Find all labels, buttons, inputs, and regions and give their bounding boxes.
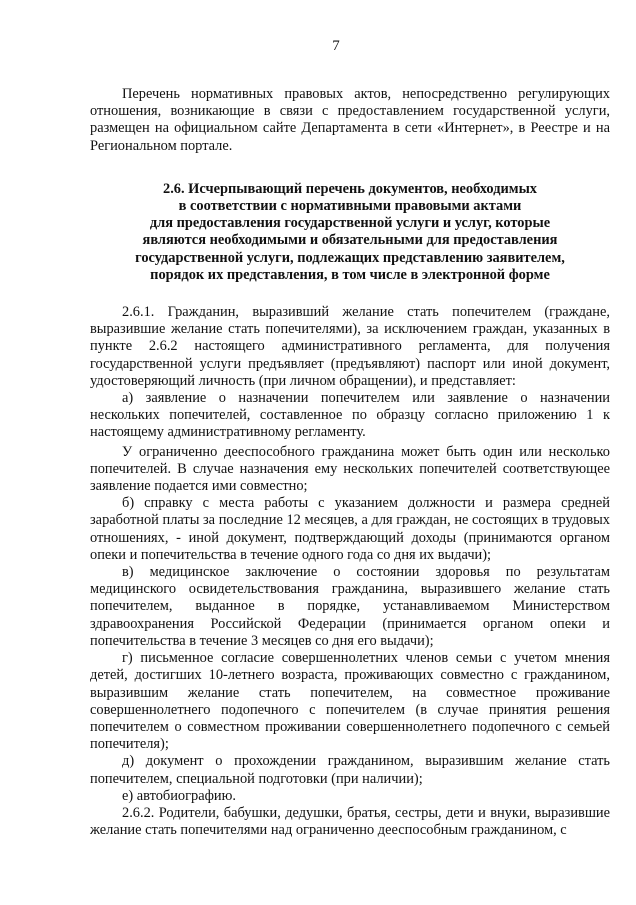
section-heading-line: являются необходимыми и обязательными для предоставления — [142, 232, 558, 249]
section-heading-line: 2.6. Исчерпывающий перечень документов, необходимых — [163, 180, 537, 197]
list-item-d: д) документ о прохождении гражданином, выразившим желание стать попечителем, специальной подготовки (при наличии); — [90, 753, 610, 787]
intro-paragraph: Перечень нормативных правовых актов, непосредственно регулирующих отношения, возникающие в связи с предоставлением государственной услуги, размещен на официальном сайте Департамента в сети «Интернет», в Реестре и на Региональном портале. — [90, 86, 610, 154]
section-heading-line: для предоставления государственной услуги и услуг, которые — [149, 215, 551, 232]
paragraph-multiple-guardians: У ограниченно дееспособного гражданина может быть один или несколько попечителей. В случае назначения ему нескольких попечителей соответствующее заявление подается ими совместно; — [90, 443, 610, 495]
section-heading-line: порядок их представления, в том числе в электронной форме — [150, 266, 550, 283]
section-heading — [90, 181, 610, 284]
list-item-a: а) заявление о назначении попечителем или заявление о назначении нескольких попечителей, составленное по образцу согласно приложению 1 к настоящему административному регламенту. — [90, 390, 610, 441]
paragraph-2-6-2: 2.6.2. Родители, бабушки, дедушки, братья, сестры, дети и внуки, выразившие желание стать попечителями над ограниченно дееспособным гражданином, с — [90, 804, 610, 839]
section-heading-line: государственной услуги, подлежащих представлению заявителем, — [135, 249, 565, 266]
list-item-g: г) письменное согласие совершеннолетних членов семьи с учетом мнения детей, достигших 10-летнего возраста, проживающих совместно с гражданином, выразившим желание стать попечителем, на совместное проживание совершеннолетнего подопечного с попечителем (в случае принятия решения попечителем о совместном проживании совершеннолетнего подопечного с семьей попечителя); — [90, 650, 610, 753]
page-content — [90, 86, 610, 839]
list-item-e: е) автобиографию. — [122, 787, 236, 804]
section-heading-line: в соответствии с нормативными правовыми актами — [178, 198, 522, 215]
paragraph-2-6-1: 2.6.1. Гражданин, выразивший желание стать попечителем (граждане, выразившие желание стать попечителями), за исключением граждан, указанных в пункте 2.6.2 настоящего административного регламента, для получения государственной услуги предъявляет (предъявляют) паспорт или иной документ, удостоверяющий личность (при личном обращении), и представляет: — [90, 304, 610, 389]
list-item-b: б) справку с места работы с указанием должности и размера средней заработной платы за последние 12 месяцев, а для граждан, не состоящих в трудовых отношениях, - иной документ, подтверждающий доходы (принимаются органом опеки и попечительства в течение одного года со дня их выдачи); — [90, 495, 610, 563]
page-number: 7 — [332, 38, 340, 54]
list-item-v: в) медицинское заключение о состоянии здоровья по результатам медицинского освидетельствования гражданина, выразившего желание стать попечителем, выданное в порядке, устанавливаемом Министерством здравоохранения Российской Федерации (принимается органом опеки и попечительства в течение 3 месяцев со дня его выдачи); — [90, 564, 610, 649]
